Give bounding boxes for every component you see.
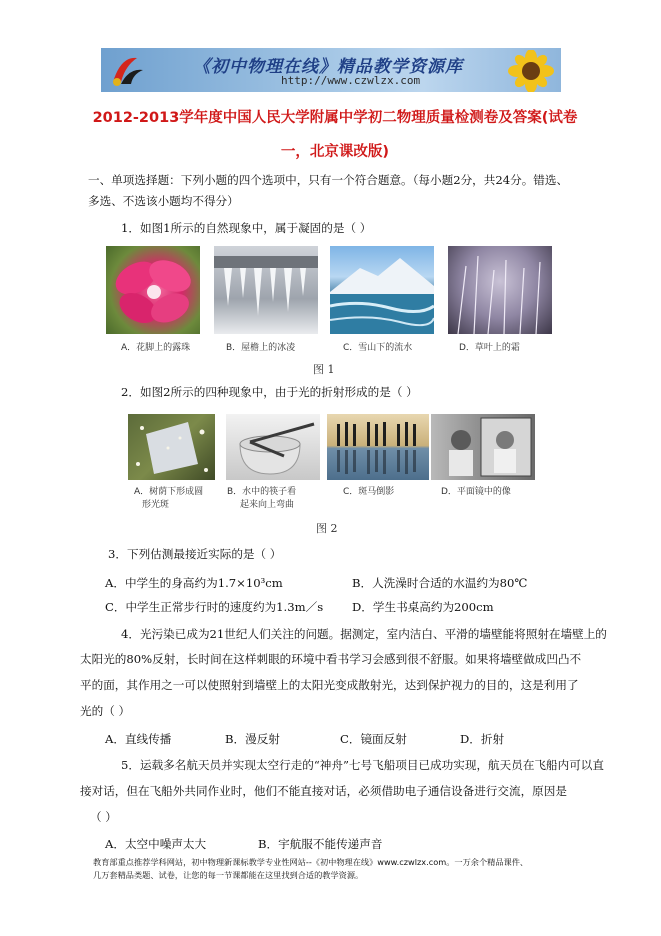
footer-line-1: 教育部重点推荐学科网站，初中物理新课标教学专业性网站--《初中物理在线》www.czwlzx.com。一万余个精品课件、 bbox=[93, 857, 529, 867]
question-4-option-c: C．镜面反射 bbox=[340, 732, 407, 746]
figure-2-caption-c: C．斑马倒影 bbox=[343, 487, 395, 497]
figure-1-label: 图 1 bbox=[313, 363, 335, 376]
question-4-option-b: B．漫反射 bbox=[225, 732, 280, 746]
section-instructions-line-2: 多选、不选该小题均不得分） bbox=[88, 194, 239, 208]
site-banner bbox=[101, 48, 561, 92]
photo-zebra-reflection bbox=[327, 414, 429, 480]
question-4-line-3: 平的面，其作用之一可以使照射到墙壁上的太阳光变成散射光，达到保护视力的目的，这是利用了 bbox=[80, 678, 579, 692]
question-3: 3．下列估测最接近实际的是（ ） bbox=[108, 547, 282, 561]
photo-snow-mountain-stream bbox=[330, 246, 434, 334]
question-4-option-a: A．直线传播 bbox=[105, 732, 172, 746]
question-4-line-4: 光的（ ） bbox=[80, 704, 131, 718]
question-3-option-d: D．学生书桌高约为200cm bbox=[352, 600, 494, 614]
photo-tree-shade-light-spots bbox=[128, 414, 215, 480]
figure-2-caption-d: D．平面镜中的像 bbox=[441, 487, 511, 497]
question-3-option-c: C．中学生正常步行时的速度约为1.3m／s bbox=[105, 600, 324, 614]
section-instructions-line-1: 一、单项选择题：下列小题的四个选项中，只有一个符合题意。（每小题2分，共24分。错选、 bbox=[88, 173, 569, 187]
figure-1-caption-b: B．屋檐上的冰凌 bbox=[226, 343, 296, 353]
question-3-option-b: B．人洗澡时合适的水温约为80℃ bbox=[352, 576, 528, 590]
photo-icicles bbox=[214, 246, 318, 334]
question-5-option-b: B．宇航服不能传递声音 bbox=[258, 837, 383, 851]
question-4-line-2: 太阳光的80%反射，长时间在这样刺眼的环境中看书学习会感到很不舒服。如果将墙壁做成凹凸不 bbox=[80, 652, 582, 666]
question-5-line-1: 5．运载多名航天员并实现太空行走的“神舟”七号飞船项目已成功实现，航天员在飞船内可以直 bbox=[121, 758, 604, 772]
figure-2-caption-b-line-1: B．水中的筷子看 bbox=[227, 487, 297, 497]
figure-2-caption-a-line-2: 形光斑 bbox=[142, 500, 170, 510]
photo-frost-on-grass bbox=[448, 246, 552, 334]
banner-url: http://www.czwlzx.com bbox=[281, 74, 421, 87]
figure-2-label: 图 2 bbox=[316, 522, 338, 535]
figure-1-caption-a: A．花脚上的露珠 bbox=[121, 343, 191, 353]
question-4-option-d: D．折射 bbox=[460, 732, 505, 746]
figure-1-caption-d: D．草叶上的霜 bbox=[459, 343, 520, 353]
question-5-line-3: （ ） bbox=[90, 810, 117, 824]
question-2: 2．如图2所示的四种现象中，由于光的折射形成的是（ ） bbox=[121, 385, 418, 399]
banner-title: 《初中物理在线》精品教学资源库 bbox=[193, 57, 463, 77]
question-1: 1．如图1所示的自然现象中，属于凝固的是（ ） bbox=[121, 221, 372, 235]
figure-1-caption-c: C．雪山下的流水 bbox=[343, 343, 413, 353]
site-logo-icon bbox=[107, 52, 147, 88]
document-title-line-1: 2012-2013学年度中国人民大学附属中学初二物理质量检测卷及答案(试卷 bbox=[92, 110, 578, 126]
footer-line-2: 几万套精品类题、试卷，让您的每一节课都能在这里找到合适的教学资源。 bbox=[93, 870, 364, 880]
figure-2-caption-a-line-1: A．树荫下形成圆 bbox=[134, 487, 204, 497]
photo-chopstick-in-water bbox=[226, 414, 320, 480]
photo-flower-dew bbox=[106, 246, 200, 334]
photo-plane-mirror-image bbox=[431, 414, 535, 480]
question-5-line-2: 接对话，但在飞船外共同作业时，他们不能直接对话，必须借助电子通信设备进行交流，原因是 bbox=[80, 784, 567, 798]
figure-2-caption-b-line-2: 起来向上弯曲 bbox=[240, 500, 295, 510]
question-5-option-a: A．太空中噪声太大 bbox=[105, 837, 207, 851]
sunflower-icon bbox=[497, 50, 557, 92]
document-title-line-2: 一，北京课改版) bbox=[280, 144, 390, 160]
question-4-line-1: 4．光污染已成为21世纪人们关注的问题。据测定，室内洁白、平滑的墙壁能将照射在墙壁上的 bbox=[121, 627, 607, 641]
question-3-option-a: A．中学生的身高约为1.7×10³cm bbox=[105, 576, 283, 590]
